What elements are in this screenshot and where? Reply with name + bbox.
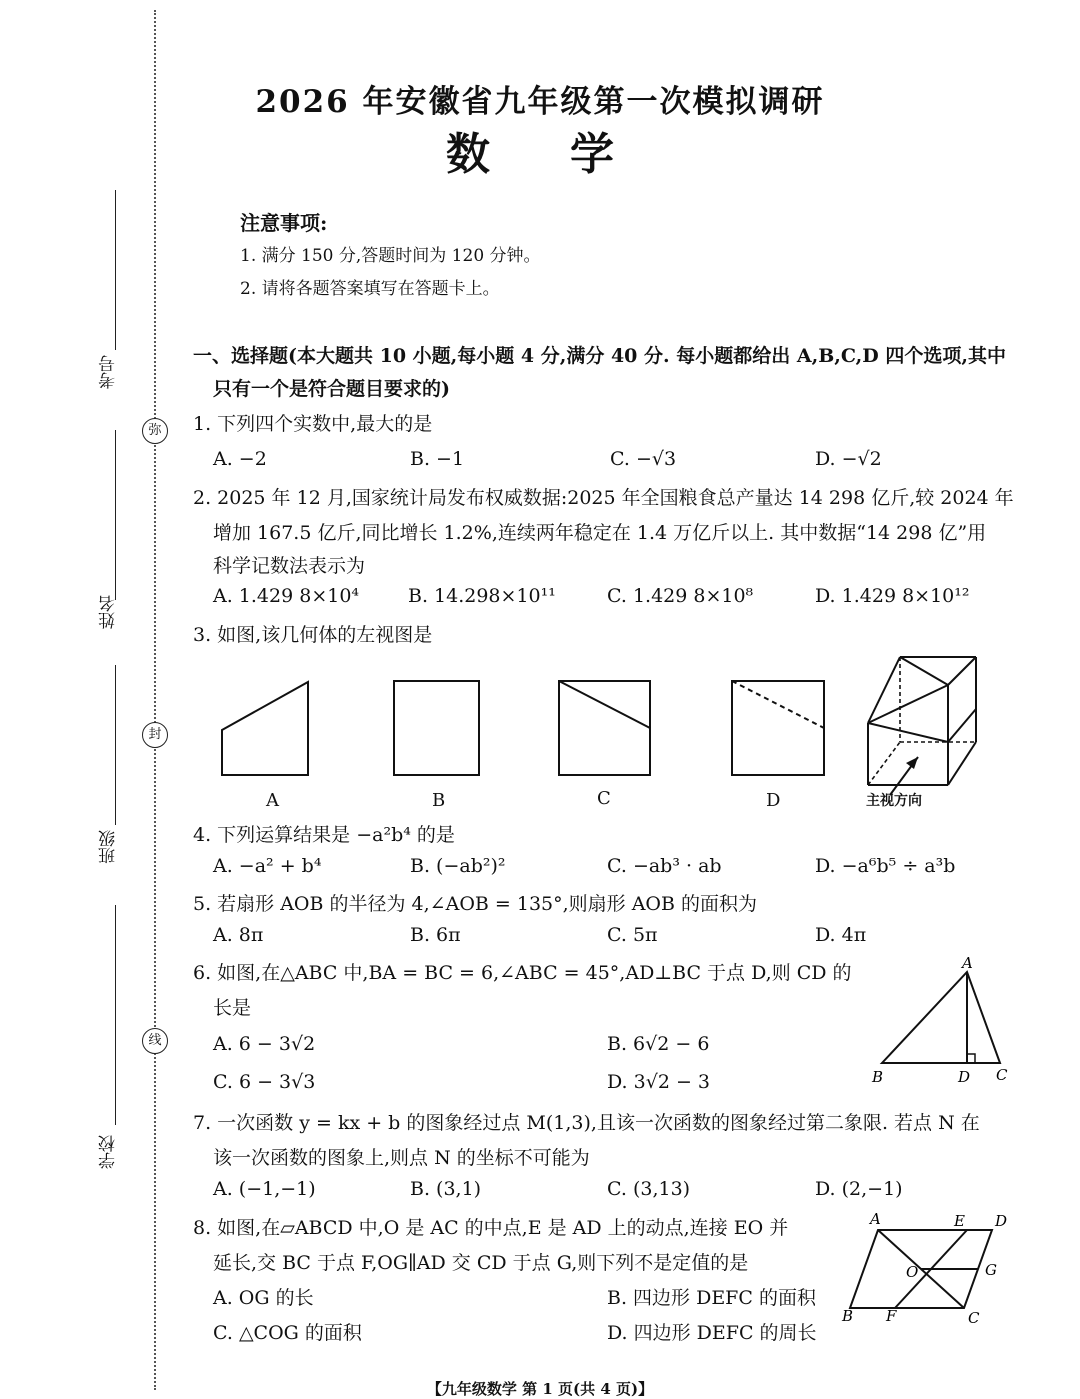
q7-option-c: C. (3,13) (607, 1178, 691, 1200)
q2-option-c: C. 1.429 8×10⁸ (607, 585, 754, 607)
class-line (115, 665, 116, 825)
q4-option-c: C. −ab³ · ab (607, 855, 722, 877)
school-label: 学校 (99, 1135, 119, 1169)
q6-right-angle (967, 1054, 975, 1063)
binding-dotted-line (154, 10, 156, 1390)
seal-xian: 线 (142, 1028, 168, 1054)
q3-view-b (394, 681, 479, 775)
q3-solid (868, 657, 976, 785)
q1-option-b: B. −1 (410, 448, 465, 470)
q4-stem: 4. 下列运算结果是 −a²b⁴ 的是 (193, 824, 455, 846)
seal-mi: 弥 (142, 418, 168, 444)
q8-point-o: O (906, 1263, 919, 1281)
q1-stem: 1. 下列四个实数中,最大的是 (193, 413, 433, 435)
q2-option-b: B. 14.298×10¹¹ (408, 585, 556, 607)
q8-point-g: G (985, 1261, 997, 1279)
q8-point-d: D (995, 1212, 1008, 1230)
q1-option-d: D. −√2 (815, 448, 882, 470)
q8-point-f: F (886, 1307, 897, 1325)
seal-feng: 封 (142, 722, 168, 748)
q3-view-c-line (559, 681, 650, 728)
q3-view-d-dashed (732, 681, 824, 728)
q6-point-c: C (996, 1066, 1008, 1084)
q5-option-c: C. 5π (607, 924, 658, 946)
q2-line3: 科学记数法表示为 (213, 555, 366, 577)
q6-line1: 6. 如图,在△ABC 中,BA = BC = 6,∠ABC = 45°,AD⊥BC 于点 D,则 CD 的 (193, 962, 852, 984)
q8-option-b: B. 四边形 DEFC 的面积 (607, 1287, 816, 1309)
q7-line2: 该一次函数的图象上,则点 N 的坐标不可能为 (213, 1147, 590, 1169)
q5-option-d: D. 4π (815, 924, 867, 946)
q8-option-d: D. 四边形 DEFC 的周长 (607, 1322, 817, 1344)
notice-item-2: 2. 请将各题答案填写在答题卡上。 (240, 279, 500, 299)
q5-option-b: B. 6π (410, 924, 461, 946)
q7-option-d: D. (2,−1) (815, 1178, 903, 1200)
q6-option-b: B. 6√2 − 6 (607, 1033, 710, 1055)
q8-line2: 延长,交 BC 于点 F,OG∥AD 交 CD 于点 G,则下列不是定值的是 (213, 1252, 749, 1274)
q2-option-d: D. 1.429 8×10¹² (815, 585, 970, 607)
q3-label-c: C (597, 788, 611, 809)
q6-triangle-figure (860, 950, 1025, 1090)
q2-line1: 2. 2025 年 12 月,国家统计局发布权威数据:2025 年全国粮食总产量达 14 298 亿斤,较 2024 年 (193, 487, 1014, 509)
class-label: 班级 (99, 830, 119, 864)
name-label: 姓名 (99, 595, 119, 629)
q6-line2: 长是 (213, 997, 252, 1019)
q3-view-d (732, 681, 824, 775)
q3-view-c (559, 681, 650, 775)
q8-point-e: E (954, 1212, 965, 1230)
q4-option-a: A. −a² + b⁴ (213, 855, 322, 877)
q8-line1: 8. 如图,在▱ABCD 中,O 是 AC 的中点,E 是 AD 上的动点,连接 EO 并 (193, 1217, 789, 1239)
q6-option-a: A. 6 − 3√2 (213, 1033, 316, 1055)
q3-view-a (222, 682, 308, 775)
q6-point-a: A (962, 954, 973, 972)
q2-option-a: A. 1.429 8×10⁴ (213, 585, 360, 607)
q4-option-b: B. (−ab²)² (410, 855, 506, 877)
q8-option-c: C. △COG 的面积 (213, 1322, 362, 1344)
section1-heading: 一、选择题(本大题共 10 小题,每小题 4 分,满分 40 分. 每小题都给出 A,B,C,D 四个选项,其中 (193, 345, 1006, 367)
q8-point-c: C (968, 1309, 980, 1327)
q7-line1: 7. 一次函数 y = kx + b 的图象经过点 M(1,3),且该一次函数的图象经过第二象限. 若点 N 在 (193, 1112, 980, 1134)
q1-option-a: A. −2 (213, 448, 267, 470)
name-line (115, 430, 116, 600)
q6-point-b: B (872, 1068, 884, 1086)
exam-number-label: 考号 (99, 355, 119, 389)
q3-direction-label: 主视方向 (866, 793, 922, 809)
q8-option-a: A. OG 的长 (213, 1287, 314, 1309)
q5-option-a: A. 8π (213, 924, 264, 946)
q3-arrowhead (906, 757, 918, 769)
q3-label-b: B (432, 790, 446, 811)
exam-title: 2026 年安徽省九年级第一次模拟调研 (255, 84, 825, 120)
notice-item-1: 1. 满分 150 分,答题时间为 120 分钟。 (240, 246, 541, 266)
q7-option-a: A. (−1,−1) (213, 1178, 316, 1200)
q2-line2: 增加 167.5 亿斤,同比增长 1.2%,连续两年稳定在 1.4 万亿斤以上. 其中数据“14 298 亿”用 (213, 522, 987, 544)
notice-heading: 注意事项: (240, 211, 328, 235)
q8-parallelogram-figure (840, 1205, 1020, 1330)
exam-number-line (115, 190, 116, 350)
q5-stem: 5. 若扇形 AOB 的半径为 4,∠AOB = 135°,则扇形 AOB 的面积为 (193, 893, 757, 915)
q7-option-b: B. (3,1) (410, 1178, 482, 1200)
page-footer: 【九年级数学 第 1 页(共 4 页)】 (426, 1380, 654, 1398)
q6-triangle-abc (882, 972, 1000, 1063)
subject-title: 数学 (446, 129, 694, 180)
q8-point-b: B (842, 1307, 854, 1325)
school-line (115, 905, 116, 1125)
q6-option-c: C. 6 − 3√3 (213, 1071, 316, 1093)
q3-label-d: D (766, 790, 781, 811)
q1-option-c: C. −√3 (610, 448, 677, 470)
q3-label-a: A (266, 790, 279, 811)
q4-option-d: D. −a⁶b⁵ ÷ a³b (815, 855, 956, 877)
section1-heading-cont: 只有一个是符合题目要求的) (213, 378, 450, 400)
q8-point-a: A (870, 1210, 881, 1228)
q6-point-d: D (958, 1068, 971, 1086)
q6-option-d: D. 3√2 − 3 (607, 1071, 711, 1093)
q3-stem: 3. 如图,该几何体的左视图是 (193, 624, 433, 646)
